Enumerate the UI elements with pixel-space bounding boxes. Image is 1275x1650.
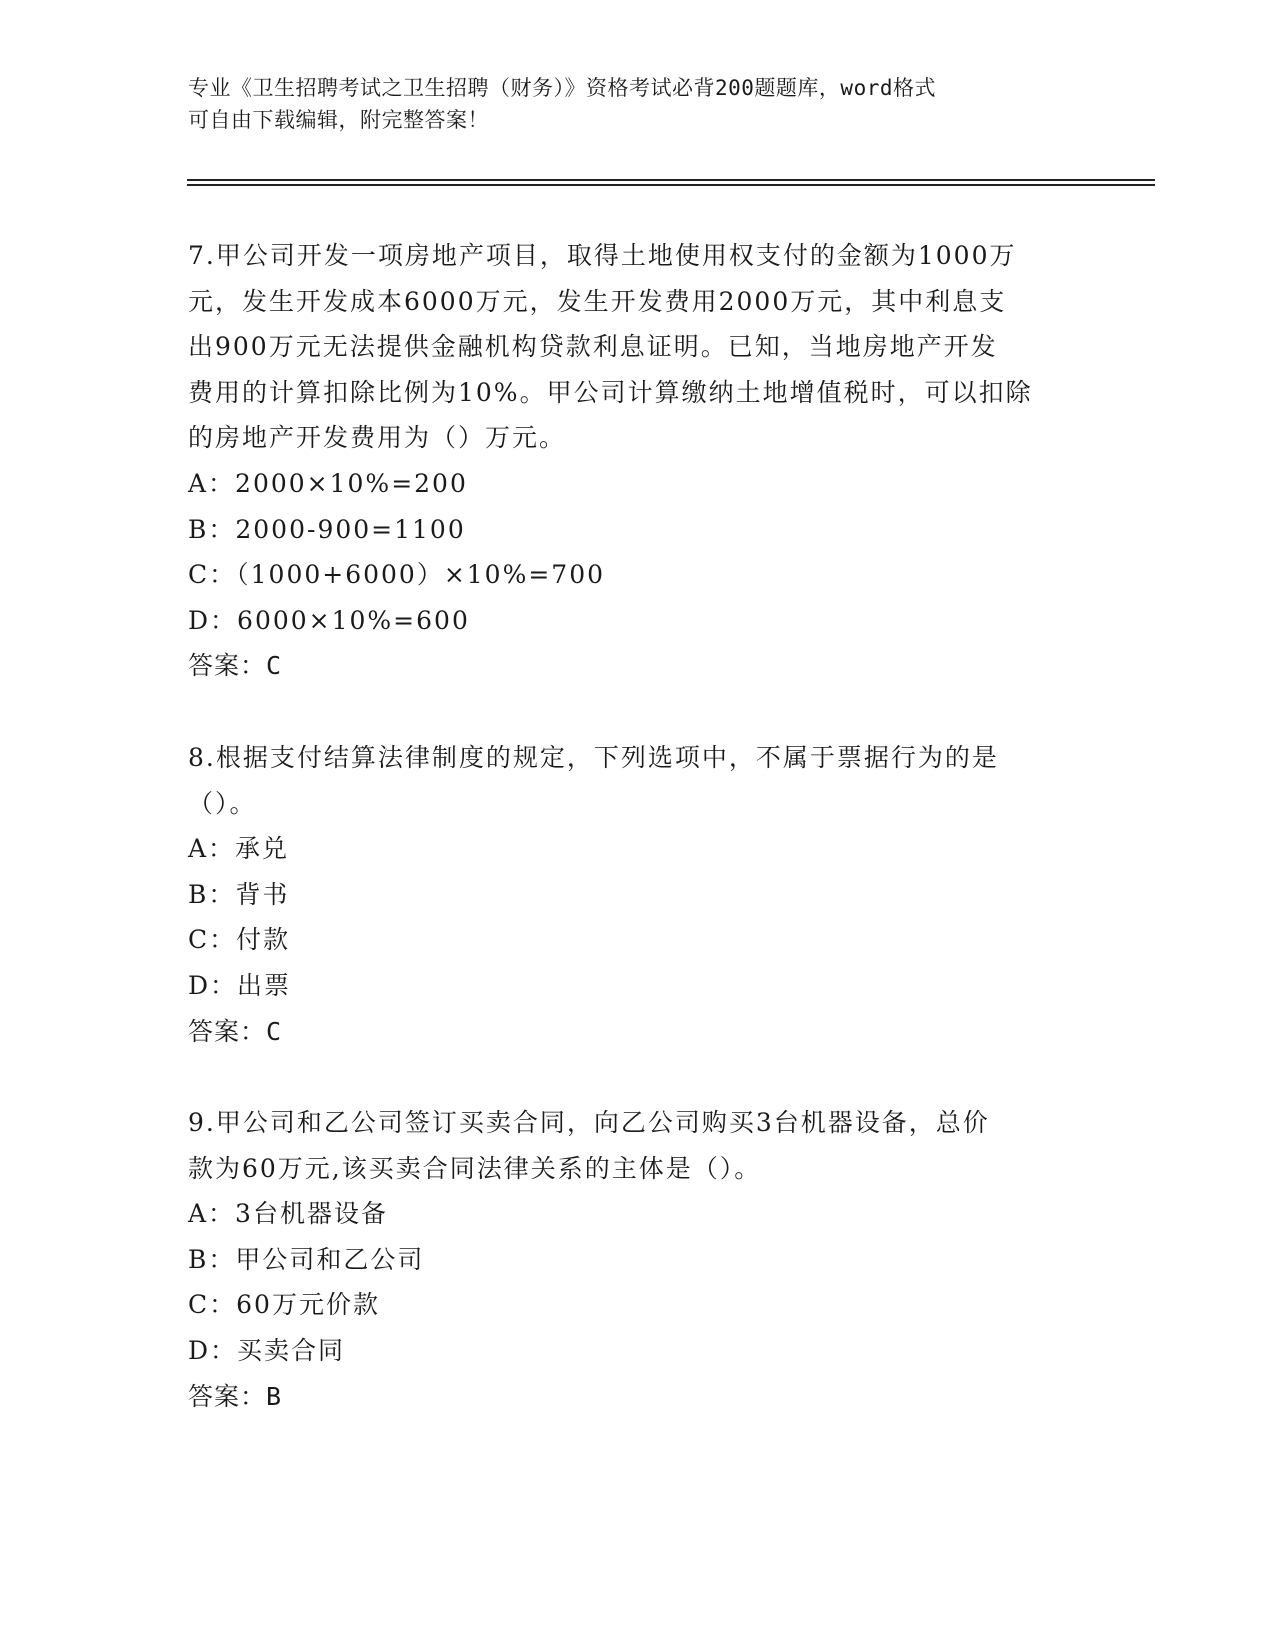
stem-line: 9.甲公司和乙公司签订买卖合同，向乙公司购买3台机器设备，总价 bbox=[188, 1108, 990, 1137]
stem-line: 7.甲公司开发一项房地产项目，取得土地使用权支付的金额为1000万 bbox=[188, 241, 1017, 270]
option-d: D：买卖合同 bbox=[188, 1335, 346, 1365]
header-divider-top bbox=[187, 179, 1155, 181]
stem-line: （）。 bbox=[188, 788, 257, 818]
option-c: C：（1000+6000）×10%=700 bbox=[188, 560, 606, 590]
question-9 bbox=[188, 1100, 1088, 1419]
option-c: C：付款 bbox=[188, 925, 291, 955]
question-stem bbox=[188, 735, 1088, 826]
option-a: A：2000×10%=200 bbox=[188, 468, 468, 498]
stem-line: 的房地产开发费用为（）万元。 bbox=[188, 423, 567, 453]
stem-line: 元，发生开发成本6000万元，发生开发费用2000万元，其中利息支 bbox=[188, 286, 1007, 316]
stem-line: 8.根据支付结算法律制度的规定，下列选项中，不属于票据行为的是 bbox=[188, 743, 999, 772]
option-a: A：承兑 bbox=[188, 834, 290, 864]
question-stem bbox=[188, 1100, 1088, 1191]
option-d: D：出票 bbox=[188, 970, 292, 1000]
question-7 bbox=[188, 233, 1088, 689]
stem-line: 款为60万元,该买卖合同法律关系的主体是（）。 bbox=[188, 1153, 762, 1183]
option-d: D：6000×10%=600 bbox=[188, 605, 470, 635]
answer-line: 答案：C bbox=[188, 651, 283, 681]
stem-line: 出900万元无法提供金融机构贷款利息证明。已知，当地房地产开发 bbox=[188, 332, 998, 362]
option-a: A：3台机器设备 bbox=[188, 1199, 388, 1229]
option-c: C：60万元价款 bbox=[188, 1290, 380, 1320]
header-divider-bottom bbox=[187, 184, 1155, 186]
option-b: B：甲公司和乙公司 bbox=[188, 1244, 425, 1274]
stem-line: 费用的计算扣除比例为10%。甲公司计算缴纳土地增值税时，可以扣除 bbox=[188, 377, 1033, 407]
question-8 bbox=[188, 735, 1088, 1054]
question-stem bbox=[188, 233, 1088, 461]
option-b: B：背书 bbox=[188, 879, 290, 909]
header-line-2: 可自由下载编辑，附完整答案！ bbox=[188, 108, 489, 132]
answer-line: 答案：C bbox=[188, 1016, 283, 1046]
answer-line: 答案：B bbox=[188, 1381, 283, 1411]
option-b: B：2000-900=1100 bbox=[188, 514, 466, 544]
header-line-1: 专业《卫生招聘考试之卫生招聘（财务）》资格考试必背200题题库，word格式 bbox=[188, 76, 936, 100]
document-header bbox=[188, 72, 1088, 136]
